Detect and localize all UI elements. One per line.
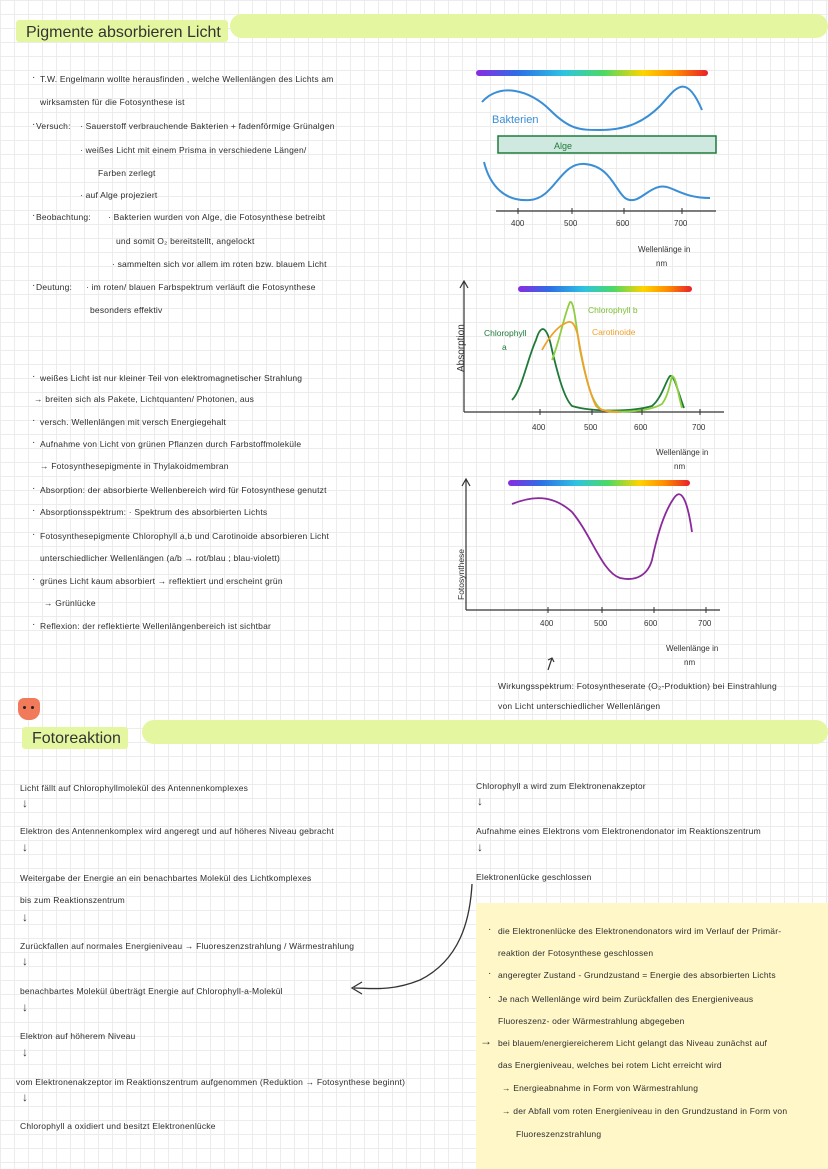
right-arrow-icon: → <box>480 1034 492 1048</box>
x-axis-label: Wellenlänge in <box>638 245 691 254</box>
flow-step-4: Zurückfallen auf normales Energieniveau → Fluoreszenzstrahlung / Wärmestrahlung <box>20 941 355 951</box>
deutung-line1: · im roten/ blauen Farbspektrum verläuft die Fotosynthese <box>86 282 316 292</box>
bullet: · <box>488 968 492 979</box>
box-line-4: Fluoreszenz- oder Wärmestrahlung abgegeben <box>498 1016 685 1026</box>
box-line-1: reaktion der Fotosynthese geschlossen <box>498 948 654 958</box>
tick-label: 600 <box>634 423 648 432</box>
versuch-line4: · auf Alge projeziert <box>80 190 158 200</box>
box-line-2: angeregter Zustand - Grundzustand = Energie des absorbierten Lichts <box>498 970 776 980</box>
box-line-7: → Energieabnahme in Form von Wärmestrahlung <box>502 1083 699 1093</box>
chlorophyll-b-curve <box>552 302 682 412</box>
fact-6: Absorptionsspektrum: · Spektrum des absorbierten Lichts <box>40 507 268 517</box>
header-bar-1 <box>230 14 828 38</box>
section-title-pigmente: Pigmente absorbieren Licht <box>26 24 221 41</box>
right-step-2: Aufnahme eines Elektrons vom Elektronendonator im Reaktionszentrum <box>476 826 761 836</box>
fact-9: grünes Licht kaum absorbiert → reflektiert und erscheint grün <box>40 576 283 586</box>
bullet: · <box>32 119 36 130</box>
chlorophyll-a-label-sub: a <box>502 342 507 352</box>
bullet: · <box>32 371 36 382</box>
engelmann-graph <box>470 60 728 270</box>
flow-step-2: Elektron des Antennenkomplex wird angeregt und auf höheres Niveau gebracht <box>20 826 334 836</box>
bullet: · <box>32 72 36 83</box>
flow-step-5: benachbartes Molekül überträgt Energie auf Chlorophyll-a-Molekül <box>20 986 283 996</box>
caption-arrow <box>548 658 554 670</box>
tick-label: 600 <box>644 619 658 628</box>
right-step-3: Elektronenlücke geschlossen <box>476 872 592 882</box>
x-axis-label: Wellenlänge in <box>666 644 719 653</box>
fact-5: Absorption: der absorbierte Wellenbereich wird für Fotosynthese genutzt <box>40 485 327 495</box>
tick-label: 700 <box>674 219 688 228</box>
tick-label: 500 <box>584 423 598 432</box>
action-spectrum-curve <box>512 494 692 579</box>
chlorophyll-a-curve <box>512 329 684 410</box>
flow-step-7: vom Elektronenakzeptor im Reaktionszentrum aufgenommen (Reduktion → Fotosynthese beginnt) <box>16 1077 406 1087</box>
bullet: · <box>32 437 36 448</box>
fact-11: Reflexion: der reflektierte Wellenlängenbereich ist sichtbar <box>40 621 272 631</box>
x-axis-unit: nm <box>656 259 668 268</box>
box-line-5: bei blauem/energiereicherem Licht gelangt das Niveau zunächst auf <box>498 1038 768 1048</box>
bacteria-label: Bakterien <box>492 114 539 126</box>
flow-step-3: Weitergabe der Energie an ein benachbartes Molekül des Lichtkomplexes <box>20 873 312 883</box>
tick-label: 500 <box>564 219 578 228</box>
down-arrow-icon: ↓ <box>477 840 483 854</box>
tick-label: 400 <box>540 619 554 628</box>
down-arrow-icon: ↓ <box>22 954 28 968</box>
connector-path <box>354 884 472 989</box>
flow-step-3b: bis zum Reaktionszentrum <box>20 895 125 905</box>
bullet: · <box>488 924 492 935</box>
beobachtung-line1: · Bakterien wurden von Alge, die Fotosynthese betreibt <box>108 212 326 222</box>
action-spectrum-caption-1: Wirkungsspektrum: Fotosyntheserate (O₂-Produktion) bei Einstrahlung <box>498 681 777 691</box>
flow-step-6: Elektron auf höherem Niveau <box>20 1031 136 1041</box>
down-arrow-icon: ↓ <box>22 910 28 924</box>
down-arrow-icon: ↓ <box>22 1000 28 1014</box>
y-axis-label: Fotosynthese <box>456 548 466 600</box>
y-axis-label: Absorption <box>456 324 467 372</box>
fact-10: → Grünlücke <box>44 598 96 608</box>
down-arrow-icon: ↓ <box>22 796 28 810</box>
bullet: · <box>32 619 36 630</box>
fact-1: → breiten sich als Pakete, Lichtquanten/ Photonen, aus <box>34 394 255 404</box>
sticker-eye-icon <box>23 706 26 709</box>
versuch-line1: · Sauerstoff verbrauchende Bakterien + fadenförmige Grünalgen <box>80 121 335 131</box>
bullet: · <box>32 574 36 585</box>
tick-label: 400 <box>532 423 546 432</box>
tick-label: 400 <box>511 219 525 228</box>
sticker-eye-icon <box>31 706 34 709</box>
beobachtung-label: Beobachtung: <box>36 212 91 222</box>
versuch-label: Versuch: <box>36 121 71 131</box>
bullet: · <box>32 505 36 516</box>
tick-label: 700 <box>698 619 712 628</box>
bullet: · <box>488 992 492 1003</box>
chlorophyll-b-label: Chlorophyll b <box>588 305 638 315</box>
bacteria-curve-lower <box>484 162 710 200</box>
x-axis-label: Wellenlänge in <box>656 448 709 457</box>
spectrum-bar <box>508 480 690 486</box>
fact-3: Aufnahme von Licht von grünen Pflanzen durch Farbstoffmoleküle <box>40 439 302 449</box>
header-bar-2 <box>142 720 828 744</box>
box-line-0: die Elektronenlücke des Elektronendonators wird im Verlauf der Primär- <box>498 926 782 936</box>
x-axis-unit: nm <box>674 462 686 471</box>
fact-7: Fotosynthesepigmente Chlorophyll a,b und Carotinoide absorbieren Licht <box>40 531 330 541</box>
tick-label: 700 <box>692 423 706 432</box>
bullet: · <box>32 210 36 221</box>
bullet: · <box>32 415 36 426</box>
right-step-1: Chlorophyll a wird zum Elektronenakzeptor <box>476 781 646 791</box>
down-arrow-icon: ↓ <box>477 794 483 808</box>
alga-box <box>498 136 716 153</box>
action-spectrum-graph <box>452 476 752 672</box>
bullet: · <box>32 280 36 291</box>
x-axis-unit: nm <box>684 658 696 667</box>
spectrum-bar <box>476 70 708 76</box>
flow-connector-arrow <box>330 880 480 1000</box>
chlorophyll-a-label: Chlorophyll <box>484 328 527 338</box>
box-line-6: das Energieniveau, welches bei rotem Licht erreicht wird <box>498 1060 722 1070</box>
down-arrow-icon: ↓ <box>22 1045 28 1059</box>
flow-step-1: Licht fällt auf Chlorophyllmolekül des Antennenkomplexes <box>20 783 249 793</box>
deutung-label: Deutung: <box>36 282 73 292</box>
alga-label: Alge <box>554 141 573 151</box>
bullet: · <box>32 529 36 540</box>
down-arrow-icon: ↓ <box>22 840 28 854</box>
box-line-3: Je nach Wellenlänge wird beim Zurückfallen des Energieniveaus <box>498 994 754 1004</box>
box-line-8: → der Abfall vom roten Energieniveau in den Grundzustand in Form von <box>502 1106 788 1116</box>
versuch-line2: · weißes Licht mit einem Prisma in verschiedene Längen/ <box>80 145 307 155</box>
engelmann-line1: T.W. Engelmann wollte herausfinden , welche Wellenlängen des Lichts am <box>40 74 334 84</box>
engelmann-line2: wirksamsten für die Fotosynthese ist <box>40 97 185 107</box>
fact-8: unterschiedlicher Wellenlängen (a/b → rot/blau ; blau-violett) <box>40 553 280 563</box>
versuch-line3: Farben zerlegt <box>98 168 156 178</box>
action-spectrum-caption-2: von Licht unterschiedlicher Wellenlängen <box>498 701 661 711</box>
down-arrow-icon: ↓ <box>22 1090 28 1104</box>
fact-4: → Fotosynthesepigmente in Thylakoidmembran <box>40 461 229 471</box>
bullet: · <box>32 483 36 494</box>
deutung-line2: besonders effektiv <box>90 305 163 315</box>
spectrum-bar <box>518 286 692 292</box>
beobachtung-line3: · sammelten sich vor allem im roten bzw. blauem Licht <box>112 259 327 269</box>
fact-2: versch. Wellenlängen mit versch Energiegehalt <box>40 417 227 427</box>
tick-label: 600 <box>616 219 630 228</box>
absorption-graph <box>452 280 752 480</box>
section-title-fotoreaktion: Fotoreaktion <box>32 730 121 747</box>
fact-0: weißes Licht ist nur kleiner Teil von elektromagnetischer Strahlung <box>40 373 303 383</box>
box-line-9: Fluoreszenzstrahlung <box>516 1129 602 1139</box>
carotinoide-label: Carotinoide <box>592 327 636 337</box>
flow-step-8: Chlorophyll a oxidiert und besitzt Elektronenlücke <box>20 1121 216 1131</box>
beobachtung-line2: und somit O₂ bereitstellt, angelockt <box>116 236 255 246</box>
tick-label: 500 <box>594 619 608 628</box>
sticker-icon <box>18 698 40 720</box>
